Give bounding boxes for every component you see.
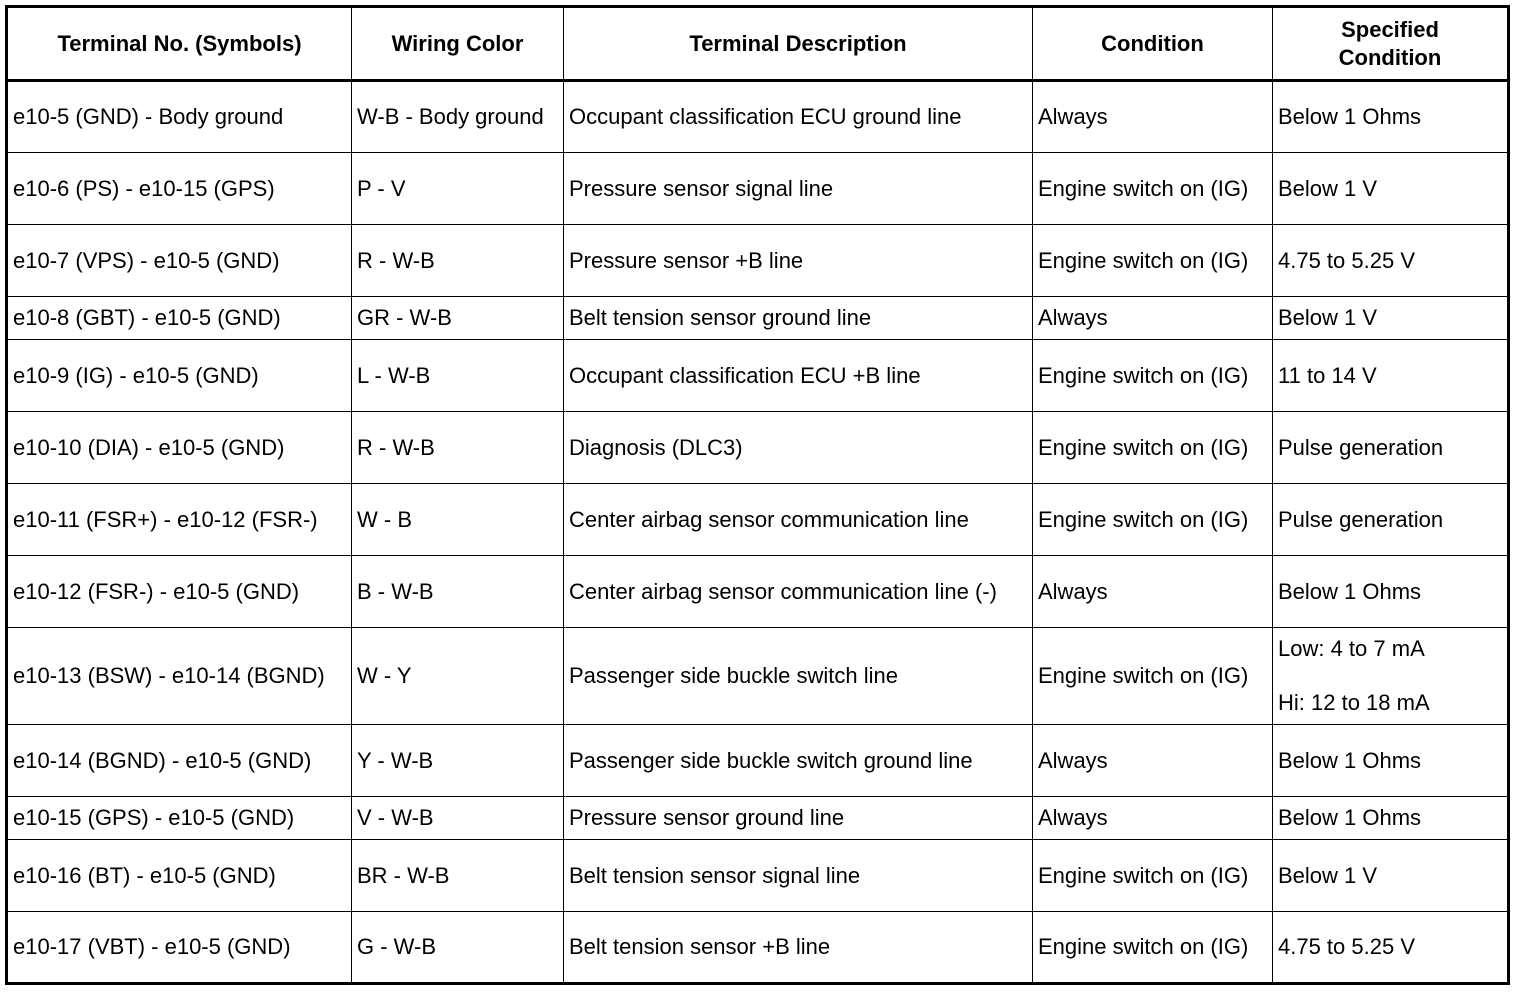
terminal-cell: e10-12 (FSR-) - e10-5 (GND) [7, 556, 352, 628]
description-cell: Passenger side buckle switch ground line [564, 725, 1033, 797]
wiring-color-cell: L - W-B [352, 340, 564, 412]
wiring-color-cell: W - Y [352, 628, 564, 725]
terminal-cell: e10-7 (VPS) - e10-5 (GND) [7, 225, 352, 297]
table-row [7, 628, 1509, 725]
description-cell: Belt tension sensor signal line [564, 840, 1033, 912]
wiring-color-cell: BR - W-B [352, 840, 564, 912]
table-row [7, 412, 1509, 484]
description-cell: Occupant classification ECU +B line [564, 340, 1033, 412]
specified-condition-cell: Pulse generation [1273, 412, 1509, 484]
specified-condition-cell: 4.75 to 5.25 V [1273, 912, 1509, 984]
column-header-specified-condition [1273, 7, 1509, 81]
column-header-wiring-color: Wiring Color [352, 7, 564, 81]
wiring-color-cell: P - V [352, 153, 564, 225]
description-cell: Belt tension sensor +B line [564, 912, 1033, 984]
terminal-cell: e10-13 (BSW) - e10-14 (BGND) [7, 628, 352, 725]
condition-cell: Engine switch on (IG) [1033, 225, 1273, 297]
condition-cell: Always [1033, 81, 1273, 153]
specified-condition-cell: Below 1 V [1273, 840, 1509, 912]
specified-condition-cell: Below 1 Ohms [1273, 81, 1509, 153]
table-row [7, 225, 1509, 297]
condition-cell: Always [1033, 797, 1273, 840]
description-cell: Pressure sensor ground line [564, 797, 1033, 840]
specified-condition-cell: Below 1 V [1273, 297, 1509, 340]
header-specified-line-2: Condition [1338, 44, 1442, 70]
terminal-cell: e10-16 (BT) - e10-5 (GND) [7, 840, 352, 912]
description-cell: Pressure sensor signal line [564, 153, 1033, 225]
specified-condition-cell: 4.75 to 5.25 V [1273, 225, 1509, 297]
description-cell: Center airbag sensor communication line [564, 484, 1033, 556]
description-cell: Belt tension sensor ground line [564, 297, 1033, 340]
terminal-cell: e10-14 (BGND) - e10-5 (GND) [7, 725, 352, 797]
table-row [7, 797, 1509, 840]
condition-cell: Engine switch on (IG) [1033, 484, 1273, 556]
wiring-color-cell: V - W-B [352, 797, 564, 840]
specified-condition-cell: Below 1 V [1273, 153, 1509, 225]
table-header-row [7, 7, 1509, 81]
wiring-color-cell: GR - W-B [352, 297, 564, 340]
header-specified-line-1: Specified [1341, 16, 1439, 42]
condition-cell: Engine switch on (IG) [1033, 412, 1273, 484]
table-row [7, 340, 1509, 412]
condition-cell: Engine switch on (IG) [1033, 340, 1273, 412]
column-header-condition: Condition [1033, 7, 1273, 81]
description-cell: Center airbag sensor communication line (-) [564, 556, 1033, 628]
description-cell: Diagnosis (DLC3) [564, 412, 1033, 484]
specified-condition-cell: 11 to 14 V [1273, 340, 1509, 412]
specified-condition-cell: Pulse generation [1273, 484, 1509, 556]
terminal-cell: e10-5 (GND) - Body ground [7, 81, 352, 153]
terminal-cell: e10-9 (IG) - e10-5 (GND) [7, 340, 352, 412]
terminal-cell: e10-10 (DIA) - e10-5 (GND) [7, 412, 352, 484]
terminal-spec-table [5, 5, 1510, 985]
wiring-color-cell: R - W-B [352, 412, 564, 484]
wiring-color-cell: B - W-B [352, 556, 564, 628]
condition-cell: Engine switch on (IG) [1033, 840, 1273, 912]
table-row [7, 840, 1509, 912]
terminal-cell: e10-17 (VBT) - e10-5 (GND) [7, 912, 352, 984]
column-header-terminal-description: Terminal Description [564, 7, 1033, 81]
wiring-color-cell: W-B - Body ground [352, 81, 564, 153]
terminal-cell: e10-8 (GBT) - e10-5 (GND) [7, 297, 352, 340]
table-row [7, 484, 1509, 556]
terminal-table-container [5, 5, 1507, 985]
condition-cell: Always [1033, 556, 1273, 628]
condition-cell: Always [1033, 297, 1273, 340]
table-row [7, 912, 1509, 984]
wiring-color-cell: Y - W-B [352, 725, 564, 797]
description-cell: Occupant classification ECU ground line [564, 81, 1033, 153]
specified-condition-cell: Below 1 Ohms [1273, 556, 1509, 628]
wiring-color-cell: G - W-B [352, 912, 564, 984]
terminal-cell: e10-6 (PS) - e10-15 (GPS) [7, 153, 352, 225]
condition-cell: Always [1033, 725, 1273, 797]
table-row [7, 556, 1509, 628]
table-row [7, 297, 1509, 340]
table-row [7, 81, 1509, 153]
wiring-color-cell: R - W-B [352, 225, 564, 297]
condition-cell: Engine switch on (IG) [1033, 153, 1273, 225]
terminal-cell: e10-11 (FSR+) - e10-12 (FSR-) [7, 484, 352, 556]
condition-cell: Engine switch on (IG) [1033, 628, 1273, 725]
specified-low-value: Low: 4 to 7 mA [1278, 636, 1425, 661]
condition-cell: Engine switch on (IG) [1033, 912, 1273, 984]
wiring-color-cell: W - B [352, 484, 564, 556]
specified-condition-cell [1273, 628, 1509, 725]
description-cell: Passenger side buckle switch line [564, 628, 1033, 725]
specified-hi-value: Hi: 12 to 18 mA [1278, 690, 1430, 715]
specified-condition-cell: Below 1 Ohms [1273, 725, 1509, 797]
specified-condition-cell: Below 1 Ohms [1273, 797, 1509, 840]
description-cell: Pressure sensor +B line [564, 225, 1033, 297]
table-row [7, 153, 1509, 225]
table-row [7, 725, 1509, 797]
terminal-cell: e10-15 (GPS) - e10-5 (GND) [7, 797, 352, 840]
column-header-terminal: Terminal No. (Symbols) [7, 7, 352, 81]
